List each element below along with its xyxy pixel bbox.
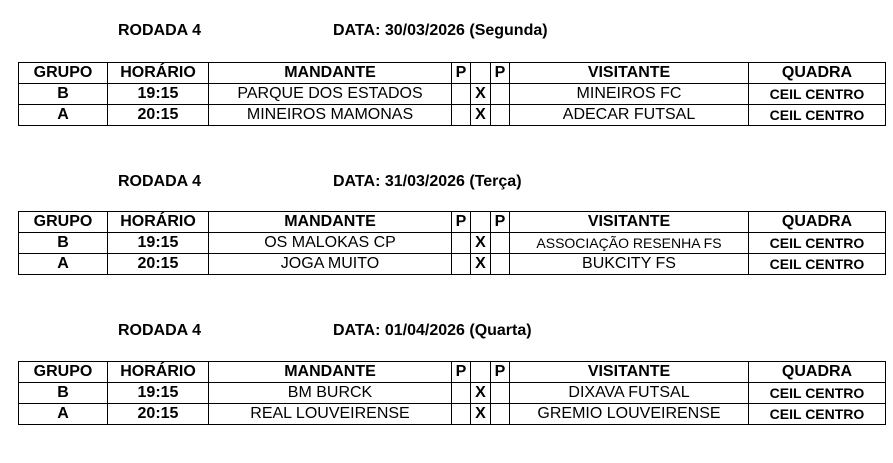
col-header-visitante: VISITANTE <box>510 212 749 233</box>
versus-cell: X <box>471 84 491 105</box>
visitante-cell: ADECAR FUTSAL <box>510 105 749 126</box>
col-header-mandante: MANDANTE <box>209 63 452 84</box>
col-header-p-home: P <box>452 63 471 84</box>
table-header-row <box>19 212 886 233</box>
col-header-mandante: MANDANTE <box>209 212 452 233</box>
col-header-mandante: MANDANTE <box>209 362 452 383</box>
col-header-p-home: P <box>452 362 471 383</box>
col-header-p-home: P <box>452 212 471 233</box>
score-home-cell <box>452 84 471 105</box>
quadra-cell: CEIL CENTRO <box>749 383 886 404</box>
horario-cell: 20:15 <box>108 404 209 425</box>
score-away-cell <box>491 84 510 105</box>
col-header-p-away: P <box>491 63 510 84</box>
mandante-cell: OS MALOKAS CP <box>209 233 452 254</box>
score-home-cell <box>452 383 471 404</box>
versus-cell: X <box>471 404 491 425</box>
horario-cell: 20:15 <box>108 105 209 126</box>
visitante-cell: MINEIROS FC <box>510 84 749 105</box>
round-label: RODADA 4 <box>118 322 201 339</box>
quadra-cell: CEIL CENTRO <box>749 84 886 105</box>
versus-cell: X <box>471 233 491 254</box>
mandante-cell: BM BURCK <box>209 383 452 404</box>
mandante-cell: PARQUE DOS ESTADOS <box>209 84 452 105</box>
table-row <box>19 233 886 254</box>
score-home-cell <box>452 233 471 254</box>
horario-cell: 19:15 <box>108 84 209 105</box>
mandante-cell: REAL LOUVEIRENSE <box>209 404 452 425</box>
grupo-cell: B <box>19 233 108 254</box>
col-header-quadra: QUADRA <box>749 212 886 233</box>
quadra-cell: CEIL CENTRO <box>749 233 886 254</box>
col-header-visitante: VISITANTE <box>510 362 749 383</box>
mandante-cell: JOGA MUITO <box>209 254 452 275</box>
col-header-horario: HORÁRIO <box>108 212 209 233</box>
score-away-cell <box>491 233 510 254</box>
score-home-cell <box>452 254 471 275</box>
round-date: DATA: 01/04/2026 (Quarta) <box>333 322 532 339</box>
horario-cell: 19:15 <box>108 233 209 254</box>
grupo-cell: B <box>19 84 108 105</box>
round-date: DATA: 31/03/2026 (Terça) <box>333 173 522 190</box>
visitante-cell: ASSOCIAÇÃO RESENHA FS <box>510 233 749 254</box>
table-row <box>19 105 886 126</box>
col-header-versus <box>471 362 491 383</box>
col-header-horario: HORÁRIO <box>108 362 209 383</box>
col-header-p-away: P <box>491 362 510 383</box>
quadra-cell: CEIL CENTRO <box>749 404 886 425</box>
grupo-cell: A <box>19 105 108 126</box>
versus-cell: X <box>471 105 491 126</box>
visitante-cell: DIXAVA FUTSAL <box>510 383 749 404</box>
round-label: RODADA 4 <box>118 173 201 190</box>
visitante-cell: GREMIO LOUVEIRENSE <box>510 404 749 425</box>
grupo-cell: A <box>19 254 108 275</box>
quadra-cell: CEIL CENTRO <box>749 254 886 275</box>
score-home-cell <box>452 105 471 126</box>
table-row <box>19 254 886 275</box>
col-header-horario: HORÁRIO <box>108 63 209 84</box>
col-header-quadra: QUADRA <box>749 362 886 383</box>
visitante-cell: BUKCITY FS <box>510 254 749 275</box>
col-header-versus <box>471 63 491 84</box>
versus-cell: X <box>471 383 491 404</box>
col-header-p-away: P <box>491 212 510 233</box>
table-header-row <box>19 63 886 84</box>
versus-cell: X <box>471 254 491 275</box>
schedule-table <box>18 361 886 425</box>
score-away-cell <box>491 254 510 275</box>
table-row <box>19 404 886 425</box>
col-header-grupo: GRUPO <box>19 362 108 383</box>
mandante-cell: MINEIROS MAMONAS <box>209 105 452 126</box>
schedule-table <box>18 211 886 275</box>
score-away-cell <box>491 105 510 126</box>
table-row <box>19 383 886 404</box>
horario-cell: 20:15 <box>108 254 209 275</box>
score-away-cell <box>491 383 510 404</box>
schedule-table <box>18 62 886 126</box>
table-header-row <box>19 362 886 383</box>
score-away-cell <box>491 404 510 425</box>
score-home-cell <box>452 404 471 425</box>
grupo-cell: B <box>19 383 108 404</box>
table-row <box>19 84 886 105</box>
col-header-versus <box>471 212 491 233</box>
col-header-grupo: GRUPO <box>19 63 108 84</box>
col-header-quadra: QUADRA <box>749 63 886 84</box>
round-date: DATA: 30/03/2026 (Segunda) <box>333 22 548 39</box>
horario-cell: 19:15 <box>108 383 209 404</box>
col-header-grupo: GRUPO <box>19 212 108 233</box>
quadra-cell: CEIL CENTRO <box>749 105 886 126</box>
col-header-visitante: VISITANTE <box>510 63 749 84</box>
round-label: RODADA 4 <box>118 22 201 39</box>
grupo-cell: A <box>19 404 108 425</box>
